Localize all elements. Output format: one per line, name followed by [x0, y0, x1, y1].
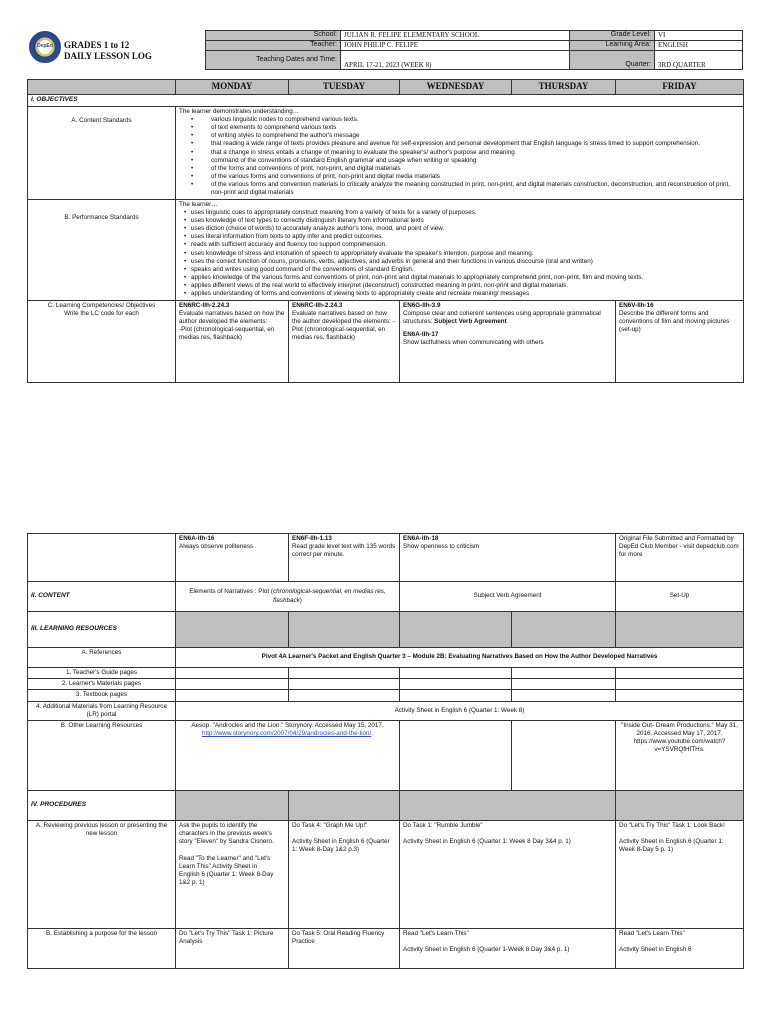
reviewing-label: A. Reviewing previous lesson or presenting the new lesson: [28, 820, 176, 928]
school-value: JULIAN R. FELIPE ELEMENTARY SCHOOL: [341, 31, 570, 41]
competency-wednesday-thursday: [400, 300, 616, 382]
competency-tuesday: [289, 300, 400, 382]
grey-cell: [512, 612, 616, 648]
list-item: • uses diction (choice of words) to accurately analyze author's tone, mood, and point of view.: [179, 225, 740, 233]
other-resources-label: B. Other Learning Resources: [28, 720, 176, 790]
competency-monday: [176, 300, 289, 382]
content-text-end: ): [299, 596, 302, 604]
textbook-label: 3. Textbook pages: [28, 690, 176, 701]
performance-standards-list: [179, 209, 740, 299]
content-standards-intro: The learner demonstrates understanding…: [179, 107, 300, 115]
storynory-link[interactable]: http://www.storynory.com/2007/04/29/androcles-and-the-lion/: [201, 730, 372, 738]
competency-wednesday-2: [400, 534, 616, 582]
list-item: • that a change in stress entails a change of meaning to evaluate the speaker's/ author's purpose and meaning: [179, 149, 740, 157]
deped-logo-text: DepEd: [37, 43, 53, 49]
competency-text: Describe the different forms and conventions of film and moving pictures (set-up): [619, 309, 730, 334]
procedures-heading: IV. PROCEDURES: [28, 790, 176, 820]
competency-code: EN6A-IIh-18: [403, 535, 439, 542]
list-item: • command of the conventions of standard English grammar and usage when writing or speaking: [179, 157, 740, 165]
competency-code: EN6RC-IIh-2.24.3: [179, 301, 230, 309]
other-resources-end: .: [371, 730, 374, 738]
additional-materials-label: 4. Additional Materials from Learning Resource (LR) portal: [28, 701, 176, 720]
quarter-value: 3RD QUARTER: [655, 51, 743, 70]
competency-text-plain: Compose clear and coherent sentences using appropriate grammatical structures:: [403, 309, 601, 325]
reviewing-friday: Do "Let's Try This" Task 1: Look Back! Activity Sheet in English 6 (Quarter 1: Week 8-Day 5 p. 1): [616, 820, 744, 928]
competency-text: Evaluate narratives based on how the author developed the elements: -Plot (chronological-sequential, en medias res, flashback): [179, 309, 285, 342]
teachers-guide-label: 1. Teacher's Guide pages: [28, 668, 176, 679]
list-item: • of the various forms and conventions of print, non-print and digital media materials: [179, 173, 740, 181]
grey-cell: [616, 612, 744, 648]
content-heading: II. CONTENT: [28, 582, 176, 612]
day-header-blank: [28, 80, 176, 95]
list-item: • uses linguistic cues to appropriately construct meaning from a variety of texts for a variety of purposes.: [179, 209, 740, 217]
learners-materials-label: 2. Learner's Materials pages: [28, 679, 176, 690]
content-text-plain: Elements of Narratives : Plot (: [189, 588, 273, 596]
competency-code: EN6RC-IIh-2.24.3: [292, 301, 343, 309]
teacher-value: JOHN PHILIP C. FELIPE: [341, 41, 570, 51]
other-resources-friday: "Inside Out- Dream Productions." May 31, 2016. Accessed May 17, 2017. https://www.youtube.com/watch?v=YSVRQfHfTHs.: [616, 720, 744, 790]
competency-label-blank: [28, 534, 176, 582]
competency-text: Evaluate narratives based on how the author developed the elements: -Plot (chronological-sequential, en medias res, flashback): [292, 309, 395, 342]
purpose-label: B. Establishing a purpose for the lesson: [28, 928, 176, 968]
objectives-heading: I. OBJECTIVES: [28, 94, 744, 106]
references-label: A. References: [28, 648, 176, 668]
competency-friday: [616, 300, 744, 382]
header-info-table: [205, 30, 743, 70]
school-label: School:: [206, 31, 341, 41]
grade-label: Grade Level:: [570, 31, 655, 41]
competency-text: Always observe politeness: [179, 543, 254, 551]
day-header-friday: FRIDAY: [616, 80, 744, 95]
reviewing-monday: Ask the pupils to identify the characters in the previous week's story "Eleven" by Sandra Cisnero. Read "To the Learner" and "Let's Learn This" Activity Sheet in English 6 (Quarter 1: Week 8-Day 1&2 p. 1): [176, 820, 289, 928]
competency-code: EN6F-IIh-1.13: [292, 535, 332, 542]
references-text: Pivot 4A Learner's Packet and English Quarter 3 – Module 2B: Evaluating Narratives Based on How the Author Developed Narratives: [176, 648, 744, 668]
competencies-label: C. Learning Competencies/ Objectives Write the LC code for each: [28, 300, 176, 382]
objectives-table: [27, 79, 744, 383]
purpose-wednesday: Read "Let's Learn This" Activity Sheet in English 6 (Quarter 1-Week 8 Day 3&4 p. 1): [400, 928, 616, 968]
list-item: • applies understanding of forms and conventions of viewing texts to appropriately create and recreate meaning/ messages: [179, 290, 740, 298]
competency-text-bold: Subject Verb Agreement: [434, 317, 507, 325]
list-item: • applies different views of the real world to effectively interpret (deconstruct) constructed meaning in print, non-print and digital materials.: [179, 282, 740, 290]
other-resources-citation: Aesop. "Androcles and the Lion." Storynory. Accessed May 15, 2017.: [191, 721, 384, 729]
dll-title-line2: DAILY LESSON LOG: [64, 50, 152, 61]
content-friday: Set-Up: [616, 582, 744, 612]
grey-cell: [616, 790, 744, 820]
grey-cell: [289, 790, 400, 820]
competency-text-2: Show tactfulness when communicating with others: [403, 339, 544, 347]
teacher-label: Teacher:: [206, 41, 341, 51]
grey-cell: [176, 790, 289, 820]
content-wednesday-thursday: Subject Verb Agreement: [400, 582, 616, 612]
content-text-italic: chronological-sequential, en medias res, flashback: [272, 588, 386, 604]
competency-text: Show openness to criticism: [403, 543, 480, 551]
purpose-tuesday: Do Task 5: Oral Reading Fluency Practice: [289, 928, 400, 968]
other-resources-monday-tuesday: [176, 720, 400, 790]
reviewing-tuesday: Do Task 4: "Graph Me Up!" Activity Sheet in English 6 (Quarter 1: Week 8-Day 1&2 p.3): [289, 820, 400, 928]
list-item: • that reading a wide range of texts provides pleasure and avenue for self-expression and personal development that English language is stress timed to support comprehension.: [179, 140, 740, 148]
competency-monday-2: [176, 534, 289, 582]
area-value: ENGLISH: [655, 41, 743, 51]
purpose-monday: Do "Let's Try This" Task 1: Picture Analysis: [176, 928, 289, 968]
resources-heading: III. LEARNING RESOURCES: [28, 612, 176, 648]
header-block: [27, 30, 743, 74]
competency-code: EN6V-IIh-16: [619, 301, 654, 309]
performance-standards-label: B. Performance Standards: [28, 199, 176, 300]
competency-code: EN6A-IIh-16: [179, 535, 215, 542]
additional-materials-text: Activity Sheet in English 6 (Quarter 1: Week 8): [176, 701, 744, 720]
content-monday-tuesday: [176, 582, 400, 612]
competency-tuesday-2: [289, 534, 400, 582]
day-header-monday: MONDAY: [176, 80, 289, 95]
dll-title: [64, 40, 152, 62]
competency-code: EN6G-IIh-3.9: [403, 301, 441, 309]
day-header-wednesday: WEDNESDAY: [400, 80, 512, 95]
content-standards-cell: [176, 106, 744, 199]
dates-label: Teaching Dates and Time:: [206, 51, 341, 70]
competency-friday-2: [616, 534, 744, 582]
list-item: • of writing styles to comprehend the author's message: [179, 132, 740, 140]
list-item: • of text elements to comprehend various texts: [179, 124, 740, 132]
list-item: • various linguistic nodes to comprehend various texts.: [179, 116, 740, 124]
grey-cell: [400, 790, 616, 820]
purpose-friday: Read "Let's Learn This" Activity Sheet in English 6: [616, 928, 744, 968]
list-item: • speaks and writes using good command of the conventions of standard English.: [179, 266, 740, 274]
performance-standards-intro: The learner…: [179, 200, 218, 208]
list-item: • of the various forms and convention materials to critically analyze the meaning constructed in print, non-print, and digital materials construction, deconstruction, and reconstruction of print, non-print and digital materials: [179, 181, 740, 197]
performance-standards-cell: [176, 199, 744, 300]
quarter-label: Quarter:: [570, 51, 655, 70]
day-header-tuesday: TUESDAY: [289, 80, 400, 95]
list-item: • of the forms and conventions of print, non-print, and digital materials: [179, 165, 740, 173]
list-item: • uses literal information from texts to aptly infer and predict outcomes.: [179, 233, 740, 241]
list-item: • uses knowledge of text types to correctly distinguish literary from informational texts: [179, 217, 740, 225]
grey-cell: [289, 612, 400, 648]
content-standards-label: A. Content Standards: [28, 106, 176, 199]
reviewing-wednesday: Do Task 1: "Rumble Jumble" Activity Sheet in English 6 (Quarter 1: Week 8 Day 3&4 p. 1): [400, 820, 616, 928]
competency-text: Original File Submitted and Formatted by DepEd Club Member - visit depedclub.com for more: [619, 535, 739, 559]
dll-title-line1: GRADES 1 to 12: [64, 40, 130, 50]
dates-value: APRIL 17-21, 2023 (WEEK 8): [341, 51, 570, 70]
day-header-thursday: THURSDAY: [512, 80, 616, 95]
deped-logo: [29, 31, 61, 63]
list-item: • reads with sufficient accuracy and fluency too support comprehension.: [179, 241, 740, 249]
lesson-table: [27, 533, 744, 969]
area-label: Learning Area:: [570, 41, 655, 51]
grade-value: VI: [655, 31, 743, 41]
content-standards-list: [179, 116, 740, 198]
competency-code-2: EN6A-IIh-17: [403, 331, 439, 339]
list-item: • uses knowledge of stress and intonation of speech to appropriately evaluate the speaker's intention, purpose and meaning.: [179, 250, 740, 258]
grey-cell: [176, 612, 289, 648]
competency-text: Read grade level text with 135 words correct per minute.: [292, 543, 396, 559]
list-item: • applies knowledge of the various forms and conventions of print, non-print and digital materials to appropriately comprehend print, non-print, film and moving texts.: [179, 274, 740, 282]
competency-text: [403, 310, 612, 326]
list-item: • uses the correct function of nouns, pronouns, verbs, adjectives, and adverbs in general and their functions in various discourse (oral and written): [179, 258, 740, 266]
grey-cell: [400, 612, 512, 648]
